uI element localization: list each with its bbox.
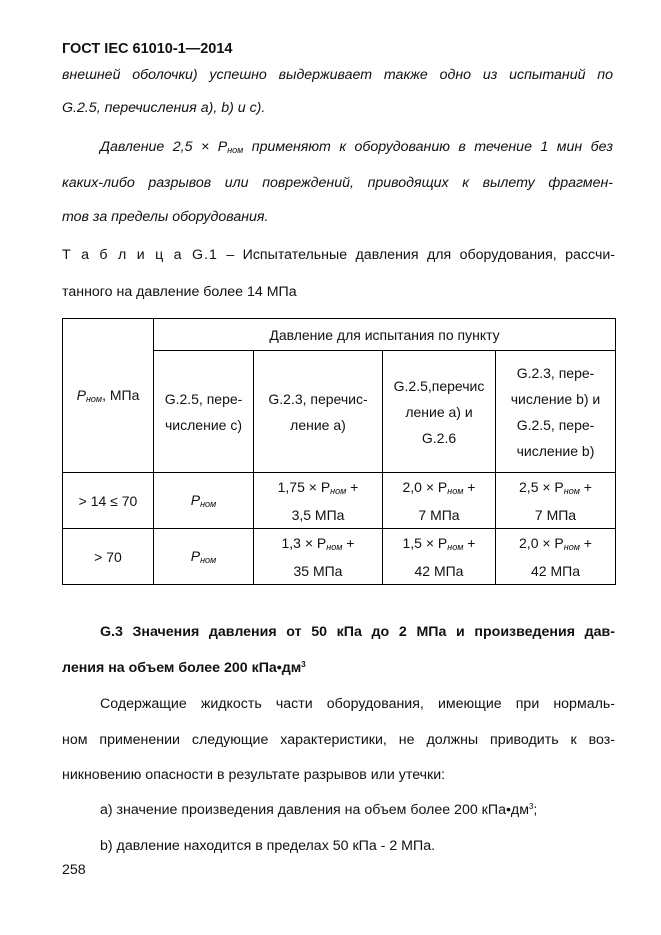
cell-g25-a: $2,0 \times P_{ном}$ + 7 МПа <box>383 473 496 529</box>
g3-paragraph-line-3: никновению опасности в результате разрывов или утечки: <box>62 767 446 783</box>
subheader-g23-b-g25-b: G.2.3, пере- числение b) и G.2.5, пере- числение b) <box>496 351 616 473</box>
header-nominal-pressure: $P_{ном}$, МПа <box>63 319 154 473</box>
cell-g23-a: $1,3 \times P_{ном}$ + 35 МПа <box>254 529 383 585</box>
subheader-g23-a: G.2.3, перечис- ление а) <box>254 351 383 473</box>
subheader-g25-a-g26: G.2.5,перечис ление а) и G.2.6 <box>383 351 496 473</box>
table-caption-line-2: танного на давление более 14 МПа <box>62 284 297 300</box>
list-item-a: a) значение произведения давления на объем более 200 $кПа•дм^3$; <box>100 802 538 818</box>
cell-nominal: $P_{ном}$ <box>154 473 254 529</box>
table-caption-label: Т а б л и ц а G.1 <box>62 247 218 263</box>
cell-g23-a: $1,75 \times P_{ном}$ + 3,5 МПа <box>254 473 383 529</box>
table-caption-line-1: Т а б л и ц а G.1 – Испытательные давления для оборудования, рассчи- <box>62 247 615 263</box>
document-header: ГОСТ IEC 61010-1—2014 <box>62 41 233 57</box>
row-range: > 14 ≤ 70 <box>63 473 154 529</box>
subheader-g25-c: G.2.5, пере- числение с) <box>154 351 254 473</box>
g3-paragraph-line-2: ном применении следующие характеристики, не должны приводить к воз- <box>62 732 615 748</box>
section-heading-line-2: ления на объем более 200 $кПа•дм^3$ <box>62 660 306 676</box>
row-range: > 70 <box>63 529 154 585</box>
table-row <box>63 473 616 529</box>
intro-line-1: внешней оболочки) успешно выдерживает также одно из испытаний по <box>62 67 613 83</box>
g3-paragraph-line-1: Содержащие жидкость части оборудования, имеющие при нормаль- <box>100 696 615 712</box>
intro-line-2: G.2.5, перечисления a), b) и с). <box>62 100 266 116</box>
table-row <box>63 529 616 585</box>
paragraph-pressure-line-3: тов за пределы оборудования. <box>62 209 269 225</box>
cell-g23-b: $2,0 \times P_{ном}$ + 42 МПа <box>496 529 616 585</box>
section-heading-line-1: G.3 Значения давления от 50 кПа до 2 МПа и произведения дав- <box>100 624 615 640</box>
cell-g23-b: $2,5 \times P_{ном}$ + 7 МПа <box>496 473 616 529</box>
paragraph-pressure-line-2: каких-либо разрывов или повреждений, приводящих к вылету фрагмен- <box>62 175 613 191</box>
cell-nominal: $P_{ном}$ <box>154 529 254 585</box>
pressure-table <box>62 318 616 585</box>
list-item-b: b) давление находится в пределах 50 кПа - 2 МПа. <box>100 838 436 854</box>
cell-g25-a: $1,5 \times P_{ном}$ + 42 МПа <box>383 529 496 585</box>
page-number: 258 <box>62 862 86 878</box>
header-test-pressure-group: Давление для испытания по пункту <box>154 319 616 351</box>
paragraph-pressure-line-1: Давление $2,5 \times P_{ном}$ применяют к оборудованию в течение 1 мин без <box>100 139 613 155</box>
